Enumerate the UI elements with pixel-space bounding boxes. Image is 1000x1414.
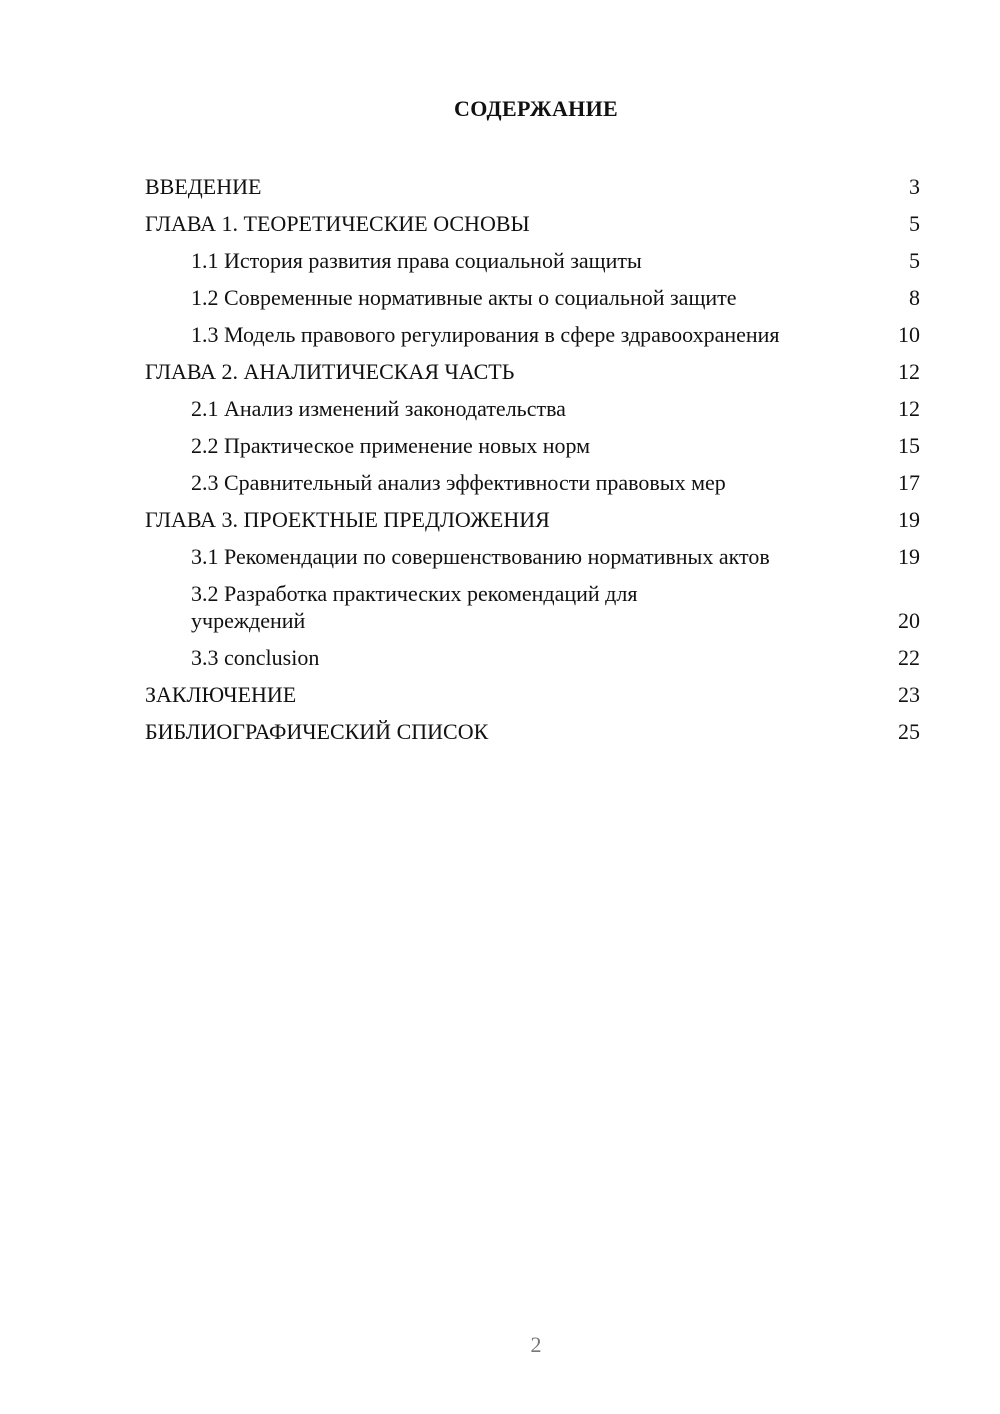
page-number: 2: [530, 1332, 542, 1357]
toc-entry-label: 1.3 Модель правового регулирования в сфере здравоохранения: [191, 322, 780, 347]
toc-entry-page: 20: [898, 608, 920, 633]
toc-entry-page: 5: [909, 211, 920, 236]
toc-entry-section-2-3[interactable]: [145, 466, 920, 503]
toc-heading: СОДЕРЖАНИЕ: [454, 96, 618, 121]
toc-entry-page: 10: [898, 322, 920, 347]
toc-entry-page: 19: [898, 544, 920, 569]
toc-entry-label: 1.2 Современные нормативные акты о социальной защите: [191, 285, 737, 310]
toc-entry-section-2-2[interactable]: [145, 429, 920, 466]
table-of-contents: [145, 170, 920, 752]
toc-entry-page: 15: [898, 433, 920, 458]
toc-entry-conclusion[interactable]: [145, 678, 920, 715]
toc-entry-page: 3: [909, 174, 920, 199]
toc-entry-label: 3.2 Разработка практических рекомендаций для учреждений: [191, 581, 638, 633]
toc-entry-section-3-3[interactable]: [145, 641, 920, 678]
toc-entry-page: 19: [898, 507, 920, 532]
toc-entry-label: 3.3 conclusion: [191, 645, 320, 670]
toc-entry-section-3-2[interactable]: [145, 577, 920, 641]
toc-entry-chapter-2[interactable]: [145, 355, 920, 392]
toc-entry-page: 5: [909, 248, 920, 273]
toc-entry-label: 3.1 Рекомендации по совершенствованию нормативных актов: [191, 544, 770, 569]
toc-entry-section-2-1[interactable]: [145, 392, 920, 429]
toc-entry-chapter-1[interactable]: [145, 207, 920, 244]
toc-entry-section-1-2[interactable]: [145, 281, 920, 318]
toc-entry-page: 8: [909, 285, 920, 310]
toc-entry-page: 25: [898, 719, 920, 744]
toc-entry-label: 2.2 Практическое применение новых норм: [191, 433, 591, 458]
toc-entry-section-3-1[interactable]: [145, 540, 920, 577]
toc-entry-introduction[interactable]: [145, 170, 920, 207]
toc-entry-page: 12: [898, 396, 920, 421]
toc-entry-page: 23: [898, 682, 920, 707]
toc-entry-page: 17: [898, 470, 920, 495]
toc-entry-label: ГЛАВА 1. ТЕОРЕТИЧЕСКИЕ ОСНОВЫ: [145, 211, 530, 236]
toc-entry-label: 2.3 Сравнительный анализ эффективности правовых мер: [191, 470, 726, 495]
toc-entry-label: 1.1 История развития права социальной защиты: [191, 248, 642, 273]
toc-entry-label: ВВЕДЕНИЕ: [145, 174, 262, 199]
toc-entry-section-1-3[interactable]: [145, 318, 920, 355]
toc-entry-section-1-1[interactable]: [145, 244, 920, 281]
toc-entry-label: ГЛАВА 3. ПРОЕКТНЫЕ ПРЕДЛОЖЕНИЯ: [145, 507, 550, 532]
toc-entry-label: ЗАКЛЮЧЕНИЕ: [145, 682, 297, 707]
toc-entry-chapter-3[interactable]: [145, 503, 920, 540]
toc-entry-label: 2.1 Анализ изменений законодательства: [191, 396, 566, 421]
toc-entry-label: ГЛАВА 2. АНАЛИТИЧЕСКАЯ ЧАСТЬ: [145, 359, 515, 384]
toc-entry-page: 12: [898, 359, 920, 384]
toc-entry-bibliography[interactable]: [145, 715, 920, 752]
toc-entry-label: БИБЛИОГРАФИЧЕСКИЙ СПИСОК: [145, 719, 489, 744]
toc-entry-page: 22: [898, 645, 920, 670]
